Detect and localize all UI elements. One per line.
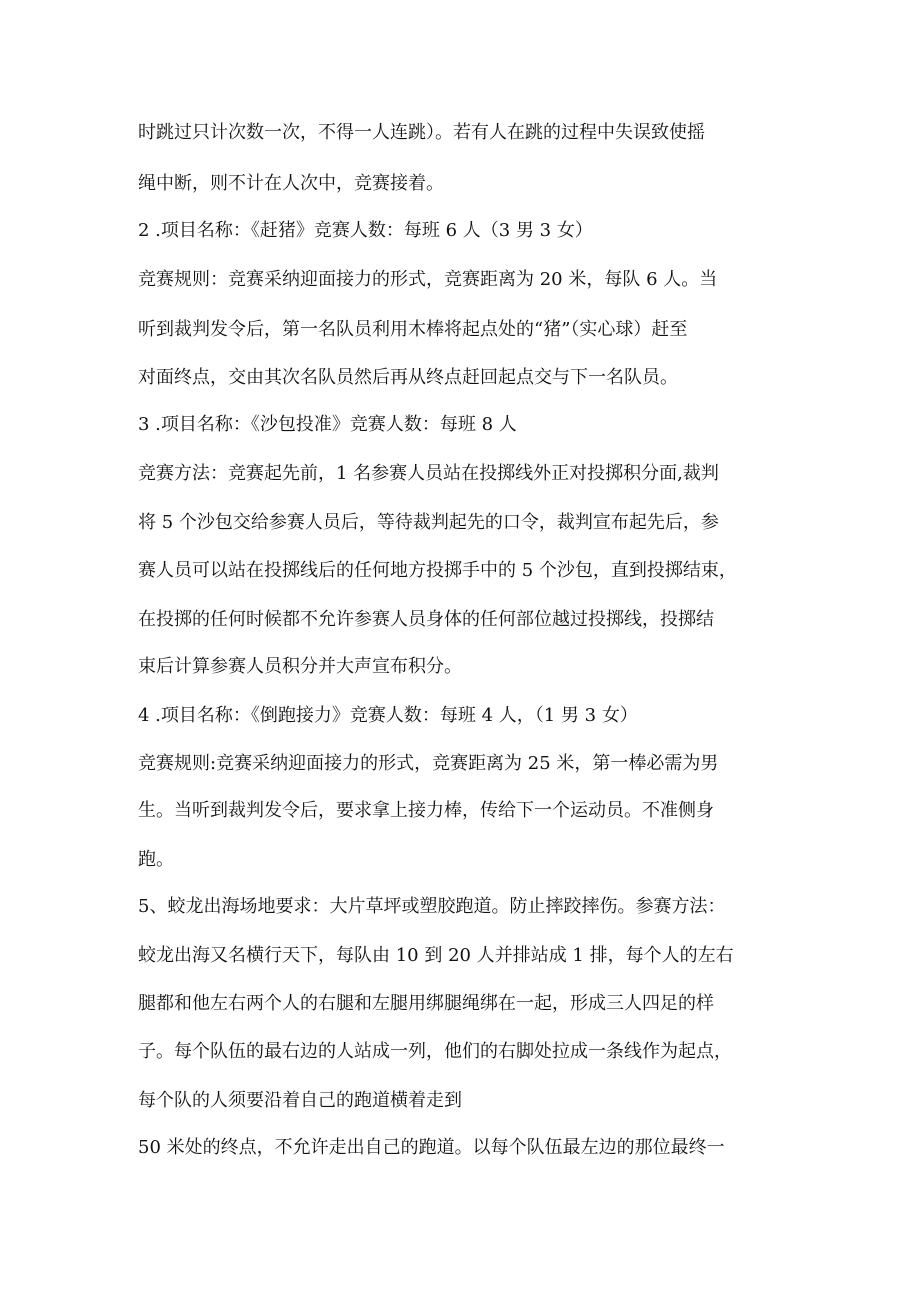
text-line: 在投掷的任何时候都不允许参赛人员身体的任何部位越过投掷线，投掷结 bbox=[138, 609, 714, 630]
text-line: 子。每个队伍的最右边的人站成一列，他们的右脚处拉成一条线作为起点， bbox=[138, 1041, 732, 1062]
text-line: 绳中断，则不计在人次中，竞赛接着。 bbox=[138, 173, 444, 194]
text-line: 对面终点，交由其次名队员然后再从终点赶回起点交与下一名队员。 bbox=[138, 367, 678, 388]
section-heading-3: 3 .项目名称：《沙包投准》竞赛人数：每班 8 人 bbox=[138, 414, 517, 435]
text-line: 竞赛方法：竞赛起先前，1 名参赛人员站在投掷线外正对投掷积分面,裁判 bbox=[138, 463, 719, 484]
text-line: 束后计算参赛人员积分并大声宣布积分。 bbox=[138, 656, 462, 677]
text-line: 时跳过只计次数一次，不得一人连跳）。若有人在跳的过程中失误致使摇 bbox=[138, 122, 705, 143]
text-line: 蛟龙出海又名横行天下，每队由 10 到 20 人并排站成 1 排，每个人的左右 bbox=[138, 945, 734, 966]
text-line: 跑。 bbox=[138, 849, 174, 870]
text-line: 将 5 个沙包交给参赛人员后，等待裁判起先的口令，裁判宣布起先后，参 bbox=[138, 512, 719, 533]
text-line: 竞赛规则:竞赛采纳迎面接力的形式，竞赛距离为 25 米，第一棒必需为男 bbox=[138, 753, 719, 774]
section-heading-4: 4 .项目名称：《倒跑接力》竞赛人数：每班 4 人，（1 男 3 女） bbox=[138, 705, 638, 726]
text-line: 竞赛规则：竞赛采纳迎面接力的形式，竞赛距离为 20 米，每队 6 人。当 bbox=[138, 269, 718, 290]
text-line: 50 米处的终点，不允许走出自己的跑道。以每个队伍最左边的那位最终一 bbox=[138, 1137, 725, 1158]
section-heading-5: 5、蛟龙出海场地要求：大片草坪或塑胶跑道。防止摔跤摔伤。参赛方法： bbox=[138, 896, 726, 917]
text-line: 每个队的人须要沿着自己的跑道横着走到 bbox=[138, 1090, 462, 1111]
text-line: 生。当听到裁判发令后，要求拿上接力棒，传给下一个运动员。不准侧身 bbox=[138, 800, 714, 821]
section-heading-2: 2 .项目名称：《赶猪》竞赛人数：每班 6 人（3 男 3 女） bbox=[138, 220, 593, 241]
text-line: 腿都和他左右两个人的右腿和左腿用绑腿绳绑在一起，形成三人四足的样 bbox=[138, 993, 714, 1014]
text-line: 听到裁判发令后，第一名队员利用木棒将起点处的“猪”（实心球）赶至 bbox=[138, 319, 688, 340]
text-line: 赛人员可以站在投掷线后的任何地方投掷手中的 5 个沙包，直到投掷结束， bbox=[138, 560, 737, 581]
